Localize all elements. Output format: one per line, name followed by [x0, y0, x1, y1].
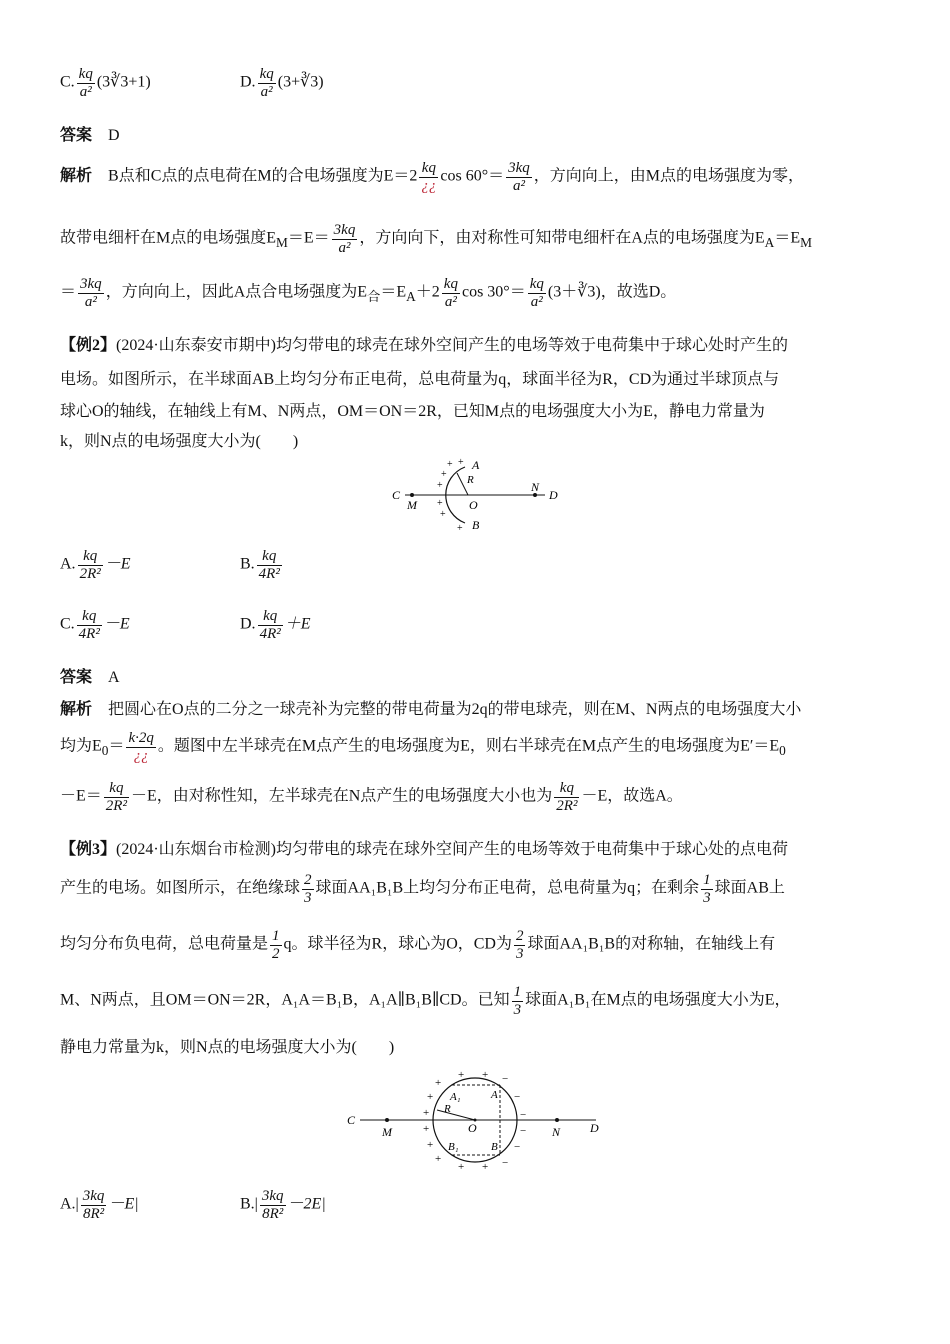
- label-b: B: [472, 518, 480, 532]
- label-n: N: [531, 480, 540, 494]
- option-c-prev: C. $\frac{kq}{\text{a²}}$ (3∛3+1): [60, 66, 151, 100]
- plus-sign: +: [482, 1161, 489, 1173]
- example-3-line-5: 静电力常量为k，则N点的电场强度大小为( ): [60, 1039, 395, 1056]
- plus-sign: +: [482, 1069, 489, 1081]
- minus-sign: −: [520, 1109, 527, 1121]
- solution-2-line-1: 解析 把圆心在O点的二分之一球壳补为完整的带电荷量为2q的带电球壳，则在M、N两点的电场强度大小: [60, 701, 802, 718]
- ex2-option-c[interactable]: C. $\frac{kq}{\text{4R²}}$ －E: [60, 608, 130, 642]
- minus-sign: −: [514, 1091, 521, 1103]
- label-r: R: [444, 1103, 451, 1115]
- example-2-line-2: 电场。如图所示，在半球面AB上均匀分布正电荷，总电荷量为q，球面半径为R，CD为通过半球顶点与: [60, 371, 780, 388]
- minus-sign: −: [514, 1141, 521, 1153]
- plus-sign: +: [458, 1069, 465, 1081]
- example-3-line-3: 均匀分布负电荷，总电荷量是 $\frac{1}{2}$ q。球半径为R，球心为O，CD为 $\frac{2}{3}$ 球面AA₁B₁B的对称轴，在轴线上有: [60, 928, 776, 962]
- example-3-line-1: 【例3】(2024·山东烟台市检测)均匀带电的球壳在球外空间产生的电场等效于电荷集中于球心处的点电荷: [60, 841, 789, 858]
- plus-sign: +: [441, 469, 447, 480]
- plus-sign: +: [427, 1139, 434, 1151]
- label-d: D: [590, 1121, 599, 1135]
- example-2-line-4: k，则N点的电场强度大小为( ): [60, 433, 299, 450]
- answer-2: 答案 A: [60, 669, 120, 686]
- minus-sign: −: [502, 1073, 509, 1085]
- plus-sign: +: [437, 498, 443, 509]
- label-m: M: [382, 1125, 392, 1139]
- example-2-line-1: 【例2】(2024·山东泰安市期中)均匀带电的球壳在球外空间产生的电场等效于电荷集中于球心处时产生的: [60, 337, 789, 354]
- ex2-option-d[interactable]: D. $\frac{kq}{\text{4R²}}$ ＋E: [240, 608, 311, 642]
- label-b1: B₁: [448, 1141, 459, 1153]
- minus-sign: −: [502, 1157, 509, 1169]
- example-3-line-4: M、N两点，且OM＝ON＝2R，A₁A＝B₁B，A₁A∥B₁B∥CD。已知 $\frac{1}{3}$ 球面A₁B₁在M点的电场强度大小为E，: [60, 984, 791, 1018]
- label-c: C: [392, 488, 401, 502]
- solution-2-line-3: －E＝ $\frac{kq}{\text{2R²}}$ －E，由对称性知，左半球壳在N点产生的电场强度大小也为 $\frac{kq}{\text{2R²}}$ －E，故选A。: [60, 780, 683, 814]
- example-2-line-3: 球心O的轴线，在轴线上有M、N两点，OM＝ON＝2R，已知M点的电场强度大小为E，静电力常量为: [60, 403, 765, 420]
- answer-1: 答案 D: [60, 127, 120, 144]
- ex2-option-a[interactable]: A. $\frac{kq}{\text{2R²}}$ －E: [60, 548, 131, 582]
- plus-sign: +: [458, 457, 464, 468]
- plus-sign: +: [435, 1153, 442, 1165]
- plus-sign: +: [427, 1091, 434, 1103]
- label-o: O: [469, 498, 478, 512]
- option-d-prev: D. $\frac{kq}{\text{a²}}$ (3+∛3): [240, 66, 324, 100]
- solution-1-line-1: 解析 B点和C点的点电荷在M的合电场强度为E＝2 $\frac{kq}{¿¿}$ cos 60°＝ $\frac{3kq}{\text{a²}}$ ，方向向上，由M点的电场强度为零，: [60, 160, 805, 194]
- plus-sign: +: [423, 1107, 430, 1119]
- plus-sign: +: [447, 459, 453, 470]
- minus-sign: −: [520, 1125, 527, 1137]
- solution-1-line-3: ＝ $\frac{3kq}{\text{a²}}$ ，方向向上，因此A点合电场强度为$E_合=E_A+2$ $\frac{kq}{\text{a²}}$ cos 30°＝ $\frac{kq}{\text{a²}}$ (3＋∛3)，故选D。: [60, 276, 677, 310]
- point-n: [555, 1118, 559, 1122]
- label-n: N: [552, 1125, 561, 1139]
- label-c: C: [347, 1113, 356, 1127]
- plus-sign: +: [435, 1077, 442, 1089]
- label-a1: A₁: [450, 1091, 461, 1103]
- plus-sign: +: [457, 523, 463, 534]
- ex2-option-b[interactable]: B. $\frac{kq}{\text{4R²}}$: [240, 548, 280, 582]
- label-r: R: [467, 474, 474, 486]
- ex3-option-a[interactable]: A.| $\frac{3kq}{\text{8R²}}$ －E|: [60, 1188, 139, 1222]
- label-d: D: [549, 488, 558, 502]
- label-o: O: [468, 1121, 477, 1135]
- radius-line: [437, 1110, 475, 1120]
- label-m: M: [407, 498, 417, 512]
- label-b: B: [491, 1141, 498, 1153]
- point-m: [410, 493, 414, 497]
- ex3-option-b[interactable]: B.| $\frac{3kq}{\text{8R²}}$ －2E|: [240, 1188, 326, 1222]
- example-3-line-2: 产生的电场。如图所示，在绝缘球 $\frac{2}{3}$ 球面AA₁B₁B上均匀分布正电荷，总电荷量为q；在剩余 $\frac{1}{3}$ 球面AB上: [60, 872, 785, 906]
- point-m: [385, 1118, 389, 1122]
- plus-sign: +: [437, 480, 443, 491]
- label-a: A: [491, 1089, 498, 1101]
- plus-sign: +: [458, 1161, 465, 1173]
- solution-2-line-2: 均为$E_0=$ $\frac{k\cdot 2q}{¿¿}$ 。题图中左半球壳在M点产生的电场强度为E，则右半球壳在M点产生的电场强度为$E'=E_0$: [60, 730, 786, 764]
- solution-1-line-2: 故带电细杆在M点的电场强度$E_M=E=$ $\frac{3kq}{\text{a²}}$ ，方向向下，由对称性可知带电细杆在A点的电场强度为$E_A=E_M$: [60, 222, 812, 256]
- plus-sign: +: [440, 509, 446, 520]
- label-a: A: [472, 458, 480, 472]
- hemisphere-figure: [385, 455, 565, 535]
- sphere-figure: [340, 1068, 610, 1176]
- plus-sign: +: [423, 1123, 430, 1135]
